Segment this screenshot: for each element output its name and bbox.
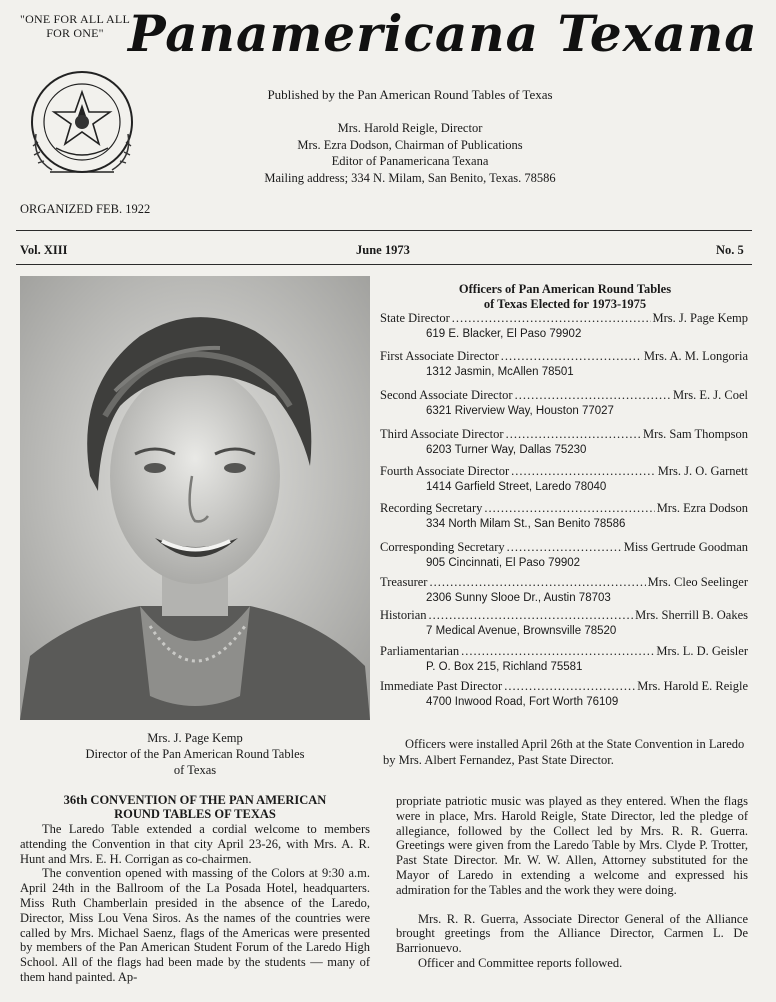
- portrait-photo: [20, 276, 370, 720]
- staff-mailing-address: Mailing address; 334 N. Milam, San Benito, Texas. 78586: [264, 170, 556, 185]
- round-tables-seal-icon: [22, 62, 142, 186]
- divider: [16, 264, 752, 265]
- staff-list: [230, 120, 590, 186]
- officer-entry: [380, 500, 748, 532]
- officer-entry: [380, 539, 748, 571]
- officer-address: 7 Medical Avenue, Brownsville 78520: [426, 625, 617, 637]
- officer-address: 1312 Jasmin, McAllen 78501: [426, 366, 574, 378]
- officer-name: Miss Gertrude Goodman: [623, 540, 748, 554]
- officer-entry: [380, 463, 748, 495]
- officer-name: Mrs. Sam Thompson: [643, 427, 748, 441]
- officer-name: Mrs. Cleo Seelinger: [647, 575, 748, 589]
- staff-director: Mrs. Harold Reigle, Director: [337, 121, 483, 135]
- divider: [16, 230, 752, 231]
- photo-caption: [20, 730, 370, 778]
- officer-address: 619 E. Blacker, El Paso 79902: [426, 328, 582, 340]
- article-paragraph: Mrs. R. R. Guerra, Associate Director General of the Alliance brought greetings from the Alliance Director, Carmen L. De Barrionuevo.: [396, 911, 748, 956]
- publisher-line: Published by the Pan American Round Tables of Texas: [267, 87, 553, 102]
- caption-title-cont: of Texas: [173, 763, 217, 777]
- officer-name: Mrs. J. O. Garnett: [657, 464, 748, 478]
- officer-entry: [380, 310, 748, 342]
- officer-address: 6203 Turner Way, Dallas 75230: [426, 444, 587, 456]
- issue-date: June 1973: [356, 243, 410, 257]
- officer-role: Third Associate Director: [380, 427, 504, 441]
- article-paragraph: propriate patriotic music was played as they entered. When the flags were in place, Mrs. Harold Reigle, State Director, led the pledge of allegiance, followed by the Collect led by Mrs. R. R. Guerra. Greetings were given from the Laredo Table by Mrs. Clyde P. Trotter, Past State Director. Mr. W. W. Allen, Attorney substituted for the Mayor of Laredo in extending a welcome and expressed his admiration for the Tables and the work they were doing.: [396, 794, 748, 897]
- officer-name: Mrs. A. M. Longoria: [643, 349, 748, 363]
- installation-note: Officers were installed April 26th at the State Convention in Laredo by Mrs. Albert Fernandez, Past State Director.: [383, 737, 745, 767]
- officer-entry: [380, 387, 748, 419]
- officer-name: Mrs. E. J. Coel: [673, 388, 748, 402]
- officer-name: Mrs. Ezra Dodson: [656, 501, 748, 515]
- officer-name: Mrs. Harold E. Reigle: [637, 679, 748, 693]
- article-paragraph: The convention opened with massing of the Colors at 9:30 a.m. April 24th in the Ballroom of the La Posada Hotel, headquarters. Miss Ruth Chamberlain presided in the absence of the Laredo, Director, Miss Lou Vena Siros. As the names of the countries were called by Mrs. Michael Saenz, flags of the Americas were presented by members of the Pan American Student Forum of the Laredo High School. All of the flags had been made by the students — many of them hand painted. Ap-: [20, 866, 370, 984]
- officer-entry: [380, 678, 748, 710]
- officer-address: 334 North Milam St., San Benito 78586: [426, 518, 626, 530]
- officer-role: Recording Secretary: [380, 501, 483, 515]
- officer-entry: [380, 426, 748, 458]
- article-column-left: [20, 822, 370, 985]
- article-paragraph: The Laredo Table extended a cordial welcome to members attending the Convention in that city April 23-26, with Mrs. A. R. Hunt and Mrs. E. H. Corrigan as co-chairmen.: [20, 822, 370, 866]
- caption-name: Mrs. J. Page Kemp: [147, 731, 243, 745]
- article-headline-line2: ROUND TABLES OF TEXAS: [114, 807, 276, 821]
- motto: "ONE FOR ALL ALL FOR ONE": [20, 12, 130, 40]
- officer-entry: [380, 574, 748, 606]
- officers-heading: [380, 282, 750, 312]
- officer-role: Corresponding Secretary: [380, 540, 505, 554]
- officer-role: Parliamentarian: [380, 644, 460, 658]
- officer-name: Mrs. L. D. Geisler: [656, 644, 748, 658]
- officer-role: State Director: [380, 311, 450, 325]
- article-headline-line1: 36th CONVENTION OF THE PAN AMERICAN: [63, 793, 327, 807]
- officer-name: Mrs. Sherrill B. Oakes: [635, 608, 748, 622]
- masthead-title: Panamericana Texana: [128, 4, 758, 63]
- organized-date: ORGANIZED FEB. 1922: [20, 202, 151, 216]
- officer-role: First Associate Director: [380, 349, 499, 363]
- article-paragraph: Officer and Committee reports followed.: [418, 955, 623, 970]
- officer-address: 4700 Inwood Road, Fort Worth 76109: [426, 696, 619, 708]
- officer-name: Mrs. J. Page Kemp: [652, 311, 748, 325]
- staff-chairman: Mrs. Ezra Dodson, Chairman of Publications: [297, 137, 523, 152]
- officer-role: Fourth Associate Director: [380, 464, 510, 478]
- officer-entry: [380, 348, 748, 380]
- officer-address: 1414 Garfield Street, Laredo 78040: [426, 481, 607, 493]
- officer-entry: [380, 643, 748, 675]
- officer-address: 905 Cincinnati, El Paso 79902: [426, 557, 581, 569]
- officer-entry: [380, 607, 748, 639]
- officer-address: 6321 Riverview Way, Houston 77027: [426, 405, 614, 417]
- officer-role: Immediate Past Director: [380, 679, 503, 693]
- officer-role: Second Associate Director: [380, 388, 513, 402]
- officer-address: 2306 Sunny Slooe Dr., Austin 78703: [426, 592, 611, 604]
- issue-volume: Vol. XIII: [20, 243, 68, 257]
- officer-role: Historian: [380, 608, 427, 622]
- article-headline: [20, 793, 370, 821]
- officer-address: P. O. Box 215, Richland 75581: [426, 661, 583, 673]
- staff-editor: Editor of Panamericana Texana: [331, 154, 489, 168]
- article-column-right: [396, 794, 748, 971]
- caption-title: Director of the Pan American Round Tables: [85, 747, 305, 761]
- issue-number: No. 5: [716, 243, 744, 257]
- officer-role: Treasurer: [380, 575, 428, 589]
- officers-heading-line1: Officers of Pan American Round Tables: [458, 282, 672, 296]
- officers-heading-line2: of Texas Elected for 1973-1975: [483, 297, 647, 311]
